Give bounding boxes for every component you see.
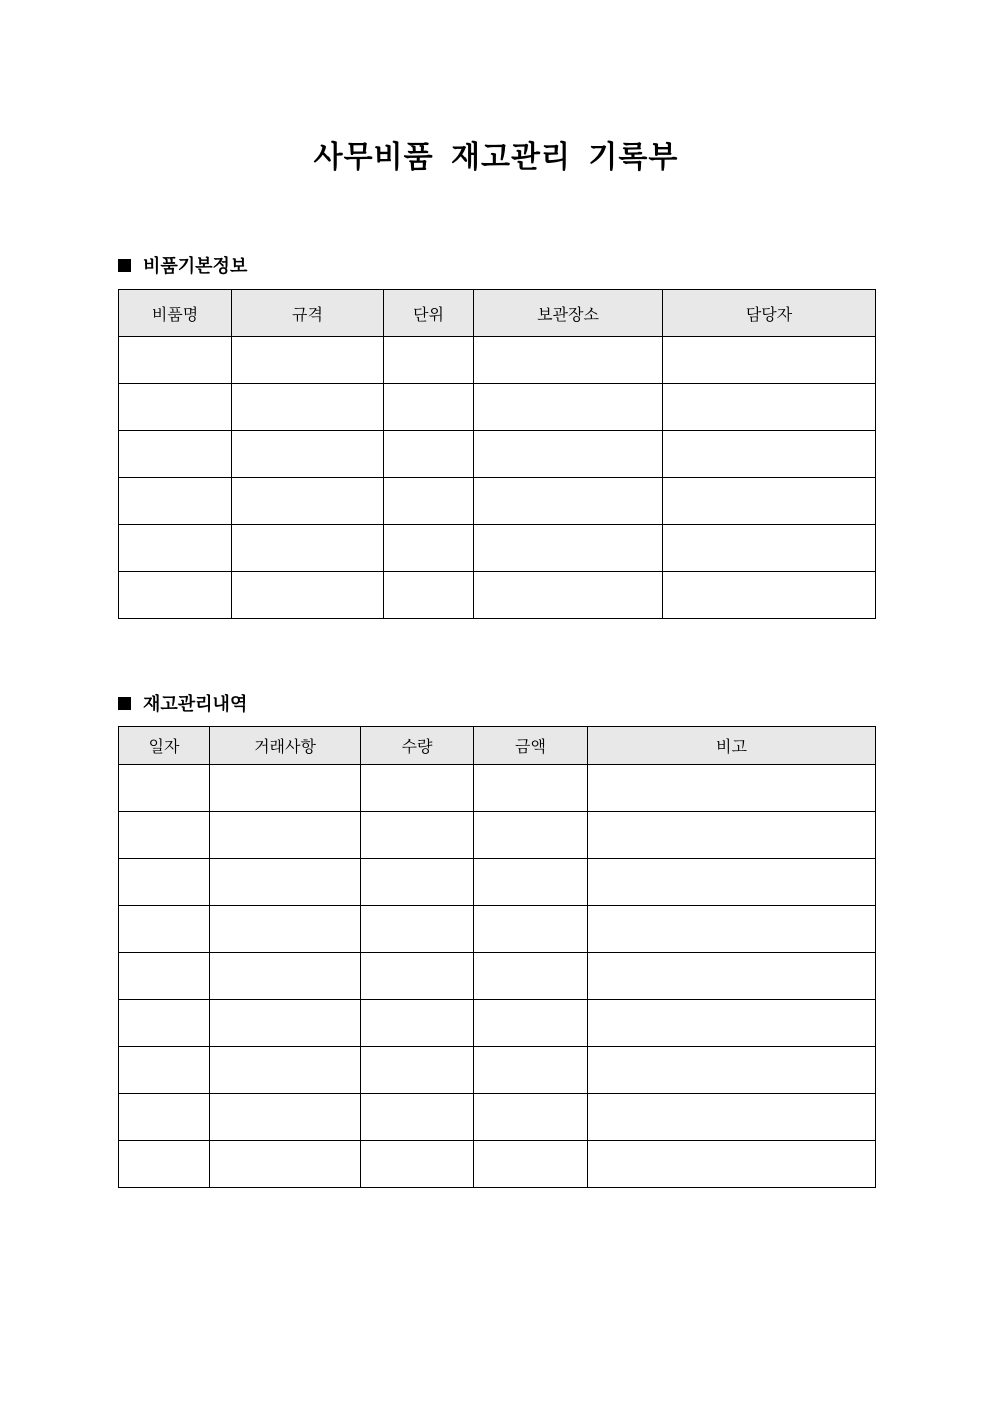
table-row [119, 1047, 876, 1094]
table-row [119, 337, 876, 384]
table-cell[interactable] [384, 525, 474, 572]
column-header-date: 일자 [119, 727, 210, 765]
table-row [119, 384, 876, 431]
column-header-item-name: 비품명 [119, 290, 232, 337]
table-cell[interactable] [474, 765, 588, 812]
table-row [119, 906, 876, 953]
table-row [119, 1094, 876, 1141]
table-cell[interactable] [588, 953, 876, 1000]
table-cell[interactable] [588, 1000, 876, 1047]
table-cell[interactable] [474, 572, 663, 619]
table-cell[interactable] [474, 525, 663, 572]
table-cell[interactable] [474, 1141, 588, 1188]
section-heading-basic-info [118, 252, 247, 278]
table-cell[interactable] [361, 859, 474, 906]
table-cell[interactable] [210, 1141, 361, 1188]
table-cell[interactable] [663, 525, 876, 572]
basic-info-table [118, 289, 876, 619]
table-cell[interactable] [119, 1000, 210, 1047]
document-title: 사무비품 재고관리 기록부 [313, 140, 679, 175]
table-cell[interactable] [119, 1141, 210, 1188]
table-cell[interactable] [232, 431, 384, 478]
table-cell[interactable] [210, 765, 361, 812]
table-cell[interactable] [474, 1000, 588, 1047]
table-cell[interactable] [232, 572, 384, 619]
table-cell[interactable] [119, 1094, 210, 1141]
table-cell[interactable] [588, 1094, 876, 1141]
square-bullet-icon [118, 259, 131, 272]
table-row [119, 812, 876, 859]
table-cell[interactable] [361, 1141, 474, 1188]
table-cell[interactable] [361, 765, 474, 812]
table-cell[interactable] [210, 859, 361, 906]
section-heading-label: 비품기본정보 [143, 256, 248, 277]
inventory-table [118, 726, 876, 1188]
table-cell[interactable] [232, 337, 384, 384]
table-header-row [119, 290, 876, 337]
table-cell[interactable] [588, 765, 876, 812]
table-cell[interactable] [474, 384, 663, 431]
table-cell[interactable] [663, 478, 876, 525]
square-bullet-icon [118, 697, 131, 710]
table-cell[interactable] [119, 478, 232, 525]
column-header-remarks: 비고 [588, 727, 876, 765]
table-cell[interactable] [588, 812, 876, 859]
table-row [119, 765, 876, 812]
table-cell[interactable] [588, 906, 876, 953]
column-header-quantity: 수량 [361, 727, 474, 765]
table-cell[interactable] [232, 384, 384, 431]
table-cell[interactable] [119, 953, 210, 1000]
table-cell[interactable] [119, 431, 232, 478]
table-cell[interactable] [119, 337, 232, 384]
table-cell[interactable] [210, 1094, 361, 1141]
table-header-row [119, 727, 876, 765]
table-cell[interactable] [474, 812, 588, 859]
table-row [119, 478, 876, 525]
table-cell[interactable] [119, 572, 232, 619]
table-cell[interactable] [210, 1047, 361, 1094]
table-cell[interactable] [119, 906, 210, 953]
table-cell[interactable] [119, 525, 232, 572]
table-cell[interactable] [663, 384, 876, 431]
table-cell[interactable] [361, 906, 474, 953]
table-cell[interactable] [232, 478, 384, 525]
table-cell[interactable] [384, 384, 474, 431]
section-heading-inventory [118, 690, 247, 716]
table-cell[interactable] [119, 812, 210, 859]
table-row [119, 1141, 876, 1188]
table-cell[interactable] [232, 525, 384, 572]
table-cell[interactable] [384, 337, 474, 384]
table-cell[interactable] [210, 812, 361, 859]
table-cell[interactable] [384, 478, 474, 525]
column-header-unit: 단위 [384, 290, 474, 337]
table-row [119, 953, 876, 1000]
table-row [119, 572, 876, 619]
column-header-spec: 규격 [232, 290, 384, 337]
table-cell[interactable] [210, 1000, 361, 1047]
section-heading-label: 재고관리내역 [143, 694, 248, 715]
table-cell[interactable] [663, 337, 876, 384]
table-row [119, 859, 876, 906]
table-row [119, 525, 876, 572]
table-cell[interactable] [663, 572, 876, 619]
table-cell[interactable] [474, 337, 663, 384]
table-cell[interactable] [474, 859, 588, 906]
table-cell[interactable] [210, 906, 361, 953]
table-cell[interactable] [474, 431, 663, 478]
table-cell[interactable] [361, 1047, 474, 1094]
table-cell[interactable] [474, 906, 588, 953]
table-cell[interactable] [474, 1047, 588, 1094]
table-cell[interactable] [210, 953, 361, 1000]
table-row [119, 1000, 876, 1047]
table-cell[interactable] [119, 384, 232, 431]
table-cell[interactable] [588, 1047, 876, 1094]
table-cell[interactable] [361, 1000, 474, 1047]
table-cell[interactable] [588, 859, 876, 906]
table-cell[interactable] [384, 431, 474, 478]
table-cell[interactable] [361, 812, 474, 859]
column-header-storage: 보관장소 [474, 290, 663, 337]
table-cell[interactable] [361, 1094, 474, 1141]
column-header-manager: 담당자 [663, 290, 876, 337]
table-cell[interactable] [474, 1094, 588, 1141]
table-cell[interactable] [588, 1141, 876, 1188]
table-cell[interactable] [119, 1047, 210, 1094]
table-cell[interactable] [119, 765, 210, 812]
table-cell[interactable] [384, 572, 474, 619]
column-header-transaction: 거래사항 [210, 727, 361, 765]
table-cell[interactable] [361, 953, 474, 1000]
table-cell[interactable] [474, 953, 588, 1000]
table-row [119, 431, 876, 478]
table-cell[interactable] [474, 478, 663, 525]
table-cell[interactable] [663, 431, 876, 478]
table-cell[interactable] [119, 859, 210, 906]
column-header-amount: 금액 [474, 727, 588, 765]
